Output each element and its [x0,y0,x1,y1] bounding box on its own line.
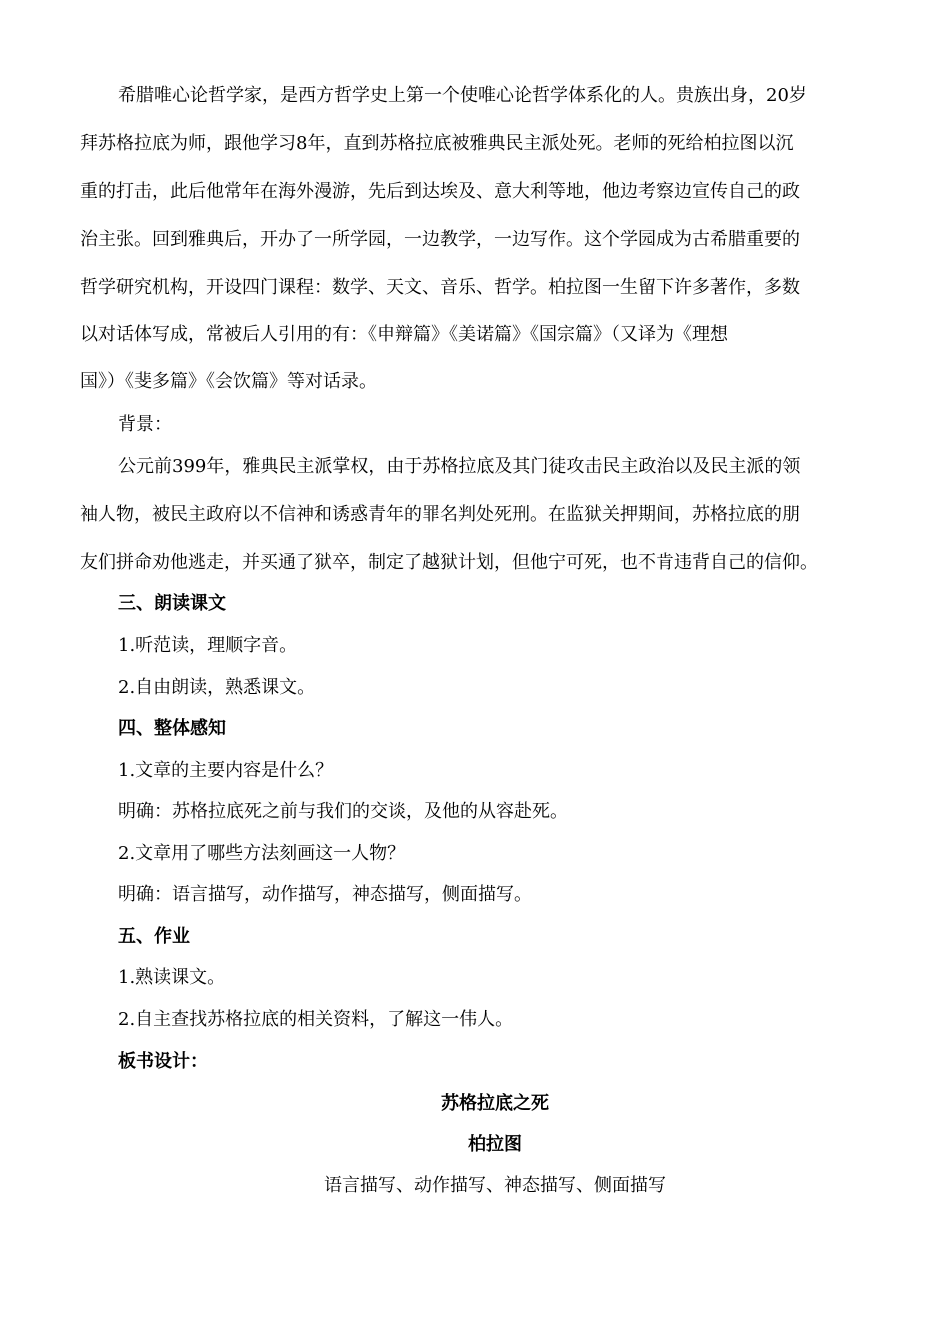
background-line-3: 友们拼命劝他逃走，并买通了狱卒，制定了越狱计划，但他宁可死，也不肯违背自己的信仰。 [80,552,818,573]
intro-line-5: 哲学研究机构，开设四门课程：数学、天文、音乐、哲学。柏拉图一生留下许多著作，多数 [80,277,800,298]
section-4-heading: 四、整体感知 [118,718,226,739]
board-methods: 语言描写、动作描写、神态描写、侧面描写 [324,1175,666,1196]
section-4-item-4: 明确：语言描写，动作描写，神态描写，侧面描写。 [118,884,532,905]
board-design-label: 板书设计： [118,1051,208,1072]
intro-line-6: 以对话体写成，常被后人引用的有：《申辩篇》《美诺篇》《国宗篇》（又译为《理想 [80,324,728,345]
intro-line-2: 拜苏格拉底为师，跟他学习8年，直到苏格拉底被雅典民主派处死。老师的死给柏拉图以沉 [80,133,794,154]
background-line-1: 公元前399年，雅典民主派掌权，由于苏格拉底及其门徒攻击民主政治以及民主派的领 [118,456,801,477]
intro-line-7: 国》）《斐多篇》《会饮篇》等对话录。 [80,371,377,392]
board-title: 苏格拉底之死 [441,1093,549,1114]
background-line-2: 袖人物，被民主政府以不信神和诱惑青年的罪名判处死刑。在监狱关押期间，苏格拉底的朋 [80,504,800,525]
section-4-item-1: 1.文章的主要内容是什么？ [118,760,334,781]
section-3-item-2: 2.自由朗读，熟悉课文。 [118,677,316,698]
background-label: 背景： [118,414,172,435]
board-author: 柏拉图 [468,1134,522,1155]
section-3-heading: 三、朗读课文 [118,593,226,614]
intro-line-1: 希腊唯心论哲学家，是西方哲学史上第一个使唯心论哲学体系化的人。贵族出身，20岁 [118,85,807,106]
intro-line-4: 治主张。回到雅典后，开办了一所学园，一边教学，一边写作。这个学园成为古希腊重要的 [80,229,800,250]
section-5-heading: 五、作业 [118,926,190,947]
section-4-item-3: 2.文章用了哪些方法刻画这一人物？ [118,843,406,864]
intro-line-3: 重的打击，此后他常年在海外漫游，先后到达埃及、意大利等地，他边考察边宣传自己的政 [80,181,800,202]
section-3-item-1: 1.听范读，理顺字音。 [118,635,298,656]
section-5-item-1: 1.熟读课文。 [118,967,226,988]
section-5-item-2: 2.自主查找苏格拉底的相关资料，了解这一伟人。 [118,1009,514,1030]
section-4-item-2: 明确：苏格拉底死之前与我们的交谈，及他的从容赴死。 [118,801,568,822]
